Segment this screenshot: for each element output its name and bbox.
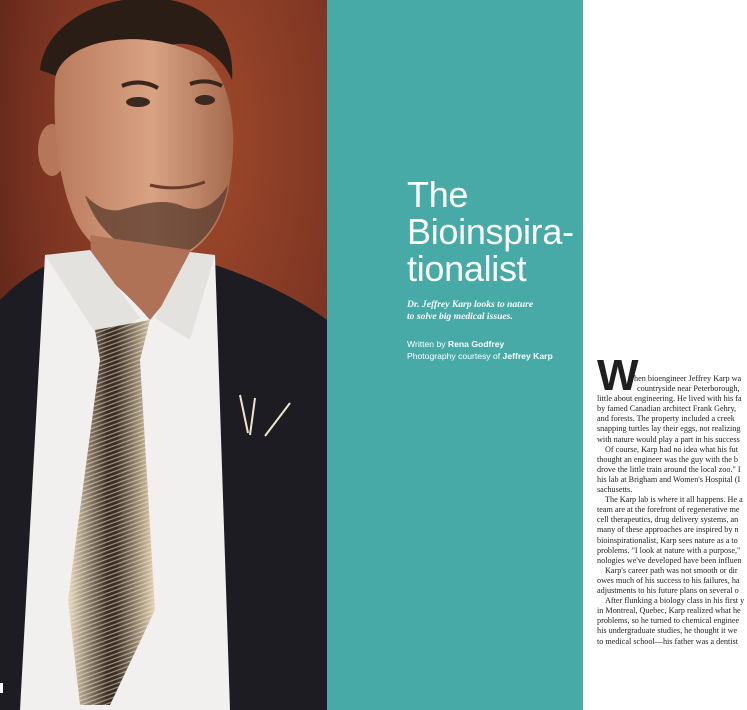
article-line: team are at the forefront of regenerative me: [597, 505, 740, 515]
title-panel: [327, 0, 583, 710]
title-line: Bioinspira-: [407, 211, 574, 252]
article-line: many of these approaches are inspired by n: [597, 525, 739, 535]
article-line: and forests. The property included a creek: [597, 414, 735, 424]
article-line: countryside near Peterborough,: [637, 384, 740, 393]
photographer-name: Jeffrey Karp: [502, 351, 553, 361]
byline: [407, 338, 553, 350]
article-line: hen bioengineer Jeffrey Karp wa: [634, 374, 742, 383]
article-title: [407, 176, 574, 287]
article-dek: [407, 299, 577, 323]
article-line: owes much of his success to his failures, ha: [597, 575, 740, 585]
article-line: his undergraduate studies, he thought it we: [597, 626, 738, 636]
article-line: bioinspirationalist, Karp sees nature as a to: [597, 535, 738, 545]
dek-line: to solve big medical issues.: [407, 311, 513, 322]
article-line: problems, so he turned to chemical enginee: [597, 616, 740, 626]
article-line: problems. "I look at nature with a purpose,": [597, 545, 741, 555]
dek-line: Dr. Jeffrey Karp looks to nature: [407, 299, 534, 310]
article-line: in Montreal, Quebec, Karp realized what he: [597, 606, 741, 616]
drop-cap: W: [597, 351, 639, 400]
article-line: Of course, Karp had no idea what his fut: [605, 444, 739, 454]
byline-prefix: Written by: [407, 339, 448, 349]
article-line: The Karp lab is where it all happens. He a: [605, 495, 743, 505]
article-line: by famed Canadian architect Frank Gehry,: [597, 404, 737, 414]
article-line: with nature would play a part in his success: [597, 434, 740, 444]
article-body: [597, 351, 747, 646]
left-eye: [126, 97, 150, 107]
title-line: The: [407, 174, 469, 215]
article-line: snapping turtles lay their eggs, not realizing: [597, 424, 741, 434]
article-credits: [407, 338, 553, 362]
cover-photo: [0, 0, 327, 710]
article-line: Karp's career path was not smooth or dir: [605, 565, 738, 575]
article-line: to medical school—his father was a dentist: [597, 636, 738, 646]
article-line: nologies we've developed have been influen: [597, 555, 742, 565]
portrait-illustration: [0, 0, 327, 710]
article-line: After flunking a biology class in his first y: [605, 596, 745, 606]
article-line: drove the little train around the local zoo." I: [597, 464, 741, 474]
article-line: thought an engineer was the guy with the b: [597, 454, 738, 464]
title-line: tionalist: [407, 248, 527, 289]
author-name: Rena Godfrey: [447, 339, 505, 349]
photo-credit: [407, 350, 553, 362]
article-line: sachusetts.: [597, 485, 633, 494]
article-line: his lab at Brigham and Women's Hospital (I: [597, 474, 741, 484]
article-line: cell therapeutics, drug delivery systems, an: [597, 515, 739, 525]
article-line: adjustments to his future plans on several o: [597, 586, 739, 595]
photo-credit-prefix: Photography courtesy of: [407, 351, 503, 361]
article-line: little about engineering. He lived with his fa: [597, 394, 742, 404]
right-eye: [195, 95, 215, 105]
